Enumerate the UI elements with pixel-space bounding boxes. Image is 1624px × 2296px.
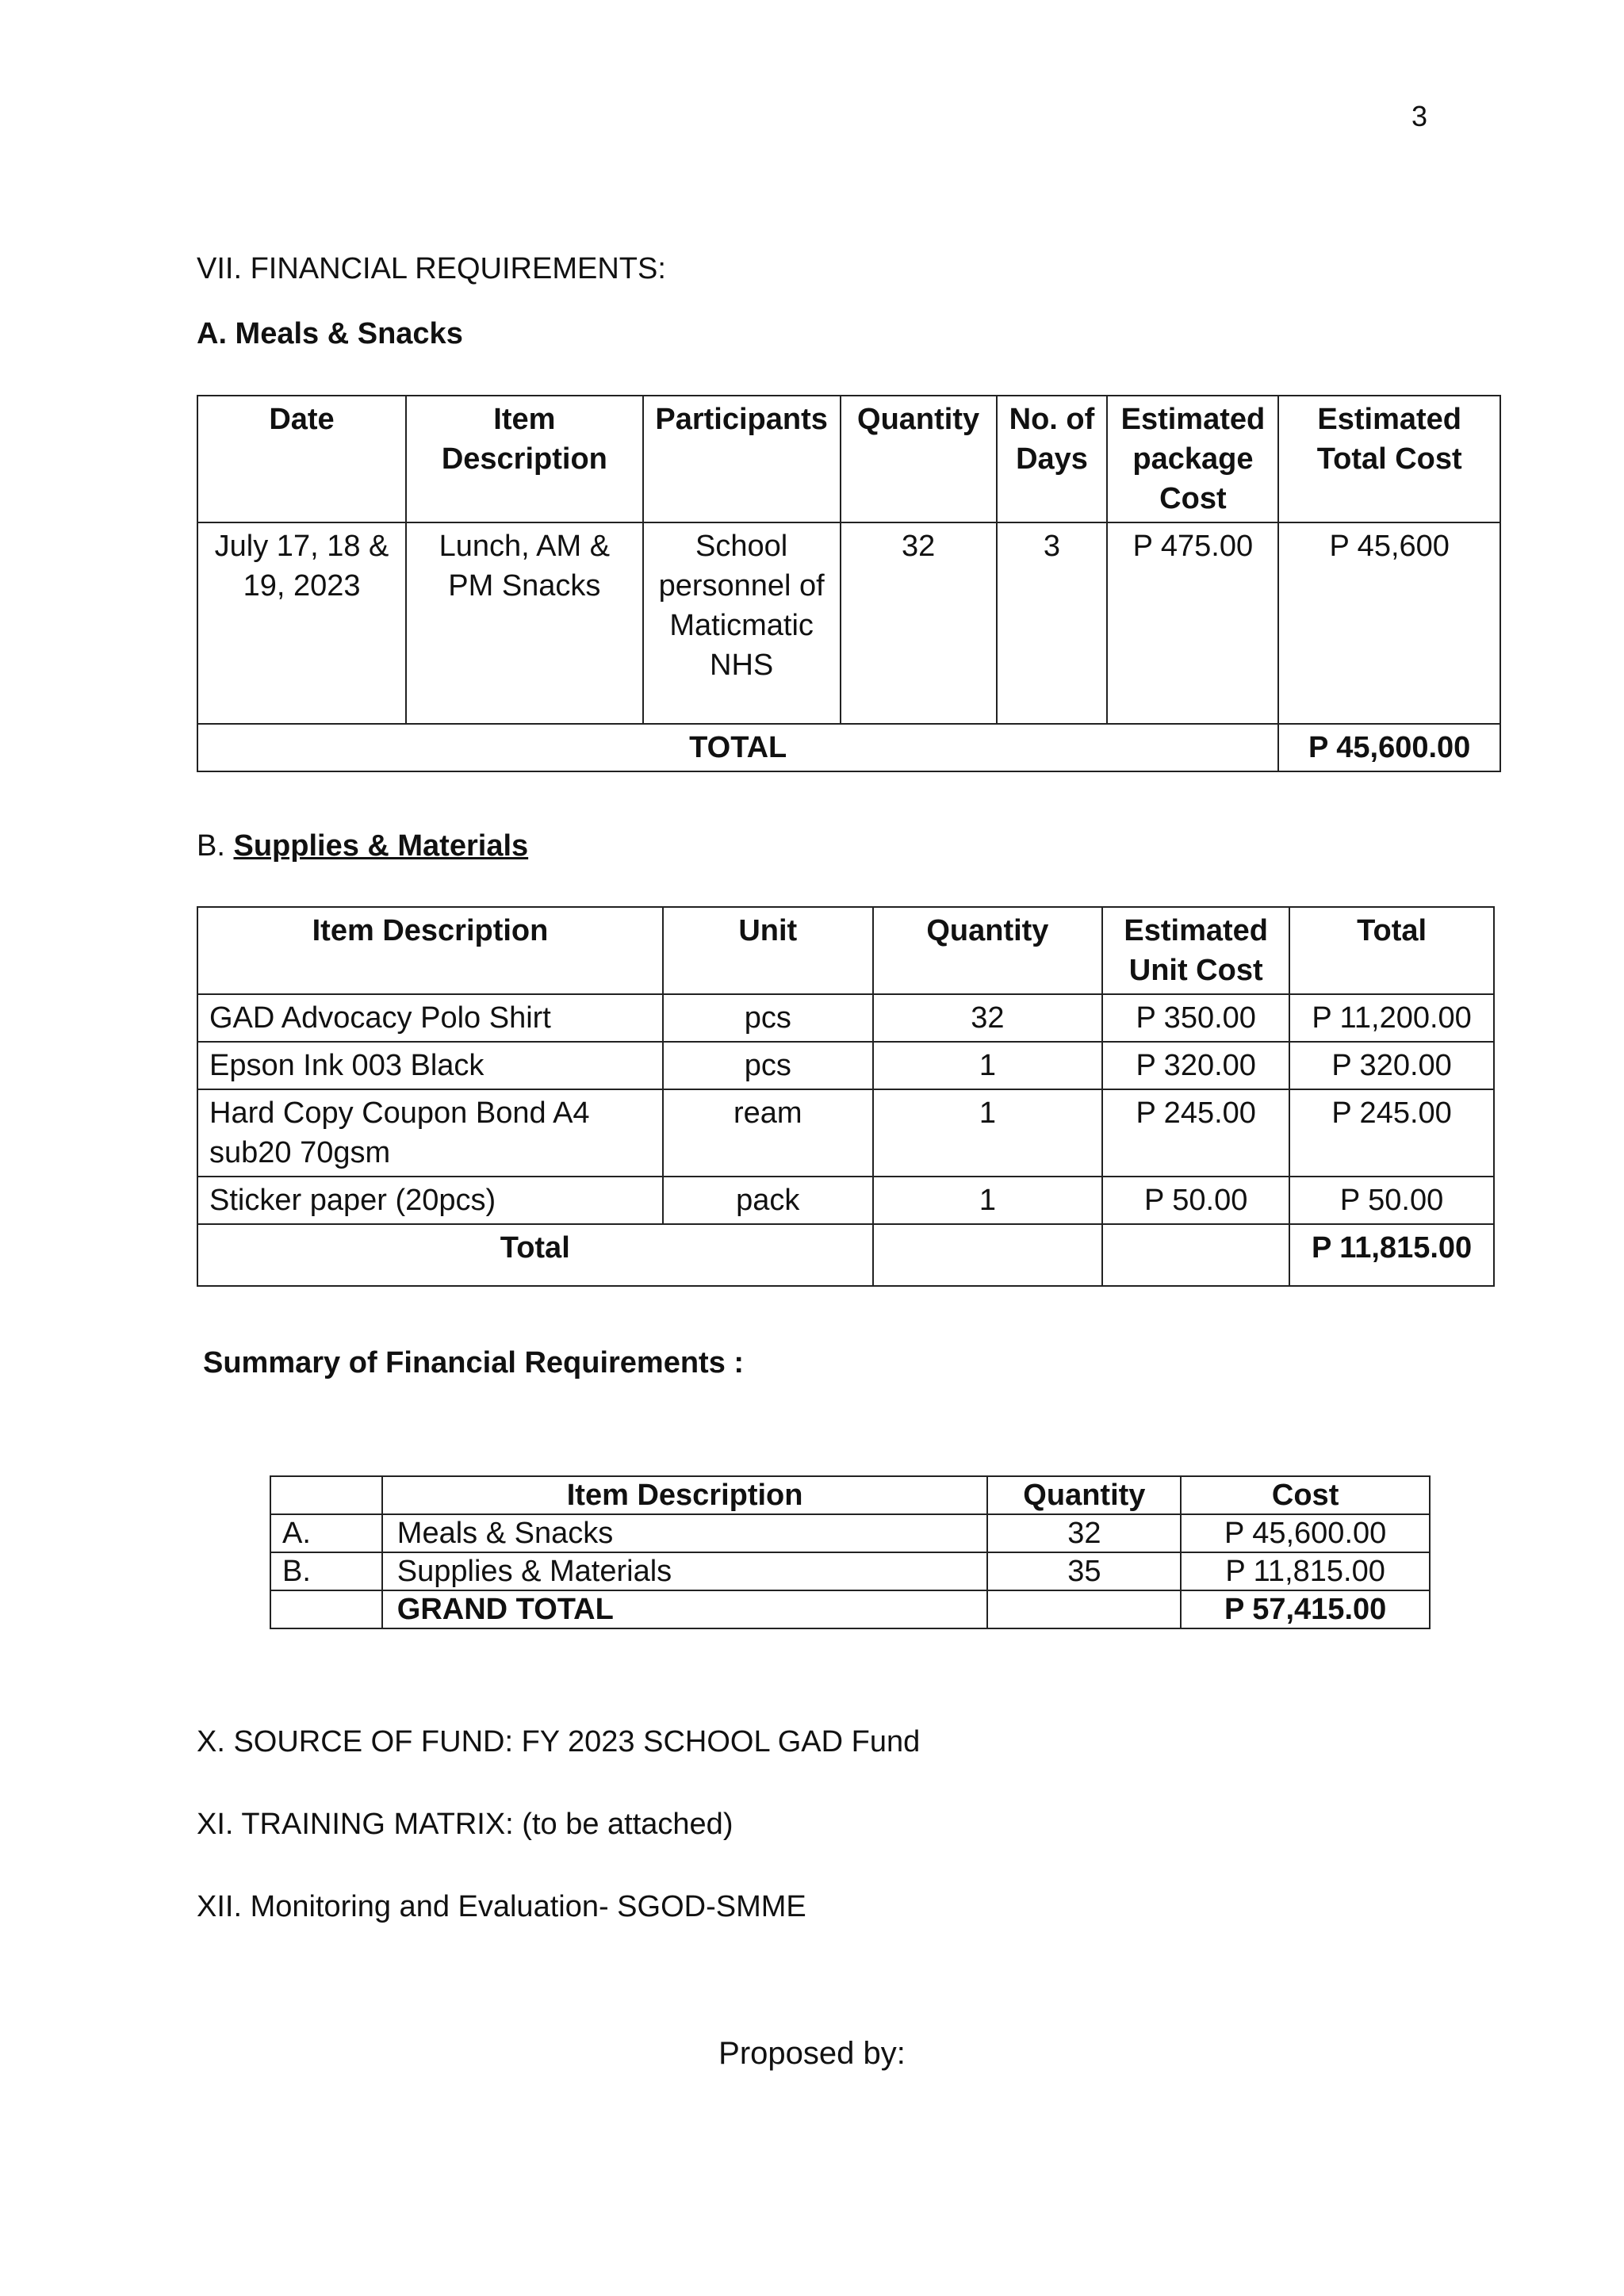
date-cell: July 17, 18 & 19, 2023 bbox=[197, 522, 406, 724]
supplies-table bbox=[197, 906, 1495, 1287]
proposed-by: Proposed by: bbox=[718, 2036, 906, 2071]
item-cell: Sticker paper (20pcs) bbox=[197, 1177, 663, 1224]
table-row bbox=[197, 1089, 1494, 1177]
column-header: Participants bbox=[643, 396, 841, 522]
unit-cell: pcs bbox=[663, 994, 873, 1042]
supplies-heading-title: Supplies & Materials bbox=[233, 829, 529, 863]
table-row bbox=[197, 994, 1494, 1042]
quantity-cell: 32 bbox=[987, 1514, 1181, 1552]
empty-cell bbox=[1102, 1224, 1289, 1286]
package-cost-cell: P 475.00 bbox=[1107, 522, 1278, 724]
meals-header-row bbox=[197, 396, 1500, 522]
total-value: P 45,600.00 bbox=[1278, 724, 1500, 771]
column-header: Quantity bbox=[873, 907, 1103, 994]
summary-table bbox=[270, 1475, 1431, 1629]
monitoring-evaluation: XII. Monitoring and Evaluation- SGOD-SMME bbox=[197, 1890, 806, 1923]
meals-heading: A. Meals & Snacks bbox=[197, 317, 463, 350]
column-header: Estimated package Cost bbox=[1107, 396, 1278, 522]
quantity-cell: 1 bbox=[873, 1177, 1103, 1224]
column-header: Date bbox=[197, 396, 406, 522]
letter-cell: A. bbox=[270, 1514, 382, 1552]
quantity-cell: 32 bbox=[841, 522, 997, 724]
total-cell: P 245.00 bbox=[1289, 1089, 1494, 1177]
total-label: TOTAL bbox=[197, 724, 1278, 771]
item-cell: GAD Advocacy Polo Shirt bbox=[197, 994, 663, 1042]
table-row bbox=[197, 1042, 1494, 1089]
letter-cell: B. bbox=[270, 1552, 382, 1590]
total-label: Total bbox=[197, 1224, 873, 1286]
item-cell: Hard Copy Coupon Bond A4 sub20 70gsm bbox=[197, 1089, 663, 1177]
item-cell: Supplies & Materials bbox=[382, 1552, 988, 1590]
column-header: Item Description bbox=[197, 907, 663, 994]
quantity-cell: 1 bbox=[873, 1042, 1103, 1089]
quantity-cell: 1 bbox=[873, 1089, 1103, 1177]
supplies-heading-prefix: B. bbox=[197, 829, 225, 863]
summary-heading: Summary of Financial Requirements : bbox=[203, 1346, 745, 1380]
column-header: Unit bbox=[663, 907, 873, 994]
supplies-heading bbox=[197, 829, 528, 863]
supplies-header-row bbox=[197, 907, 1494, 994]
cost-cell: P 45,600.00 bbox=[1181, 1514, 1430, 1552]
column-header: Estimated Unit Cost bbox=[1102, 907, 1289, 994]
grand-total-row bbox=[270, 1590, 1430, 1628]
column-header: Total bbox=[1289, 907, 1494, 994]
section-heading-financial-requirements: VII. FINANCIAL REQUIREMENTS: bbox=[197, 252, 666, 285]
table-row bbox=[270, 1514, 1430, 1552]
empty-cell bbox=[987, 1590, 1181, 1628]
total-value: P 11,815.00 bbox=[1289, 1224, 1494, 1286]
cost-cell: P 11,815.00 bbox=[1181, 1552, 1430, 1590]
participants-cell: School personnel of Maticmatic NHS bbox=[643, 522, 841, 724]
grand-total-label: GRAND TOTAL bbox=[382, 1590, 988, 1628]
table-row bbox=[270, 1552, 1430, 1590]
empty-cell bbox=[270, 1590, 382, 1628]
table-row bbox=[197, 522, 1500, 724]
column-header: Item Description bbox=[406, 396, 643, 522]
table-row bbox=[197, 1177, 1494, 1224]
column-header: Quantity bbox=[841, 396, 997, 522]
unit-cell: pcs bbox=[663, 1042, 873, 1089]
unit-cost-cell: P 320.00 bbox=[1102, 1042, 1289, 1089]
unit-cell: pack bbox=[663, 1177, 873, 1224]
unit-cell: ream bbox=[663, 1089, 873, 1177]
unit-cost-cell: P 50.00 bbox=[1102, 1177, 1289, 1224]
quantity-cell: 35 bbox=[987, 1552, 1181, 1590]
total-row bbox=[197, 724, 1500, 771]
page-number: 3 bbox=[1411, 100, 1428, 132]
total-cell: P 50.00 bbox=[1289, 1177, 1494, 1224]
total-row bbox=[197, 1224, 1494, 1286]
total-cost-cell: P 45,600 bbox=[1278, 522, 1500, 724]
column-header: Item Description bbox=[382, 1476, 988, 1514]
column-header: No. of Days bbox=[997, 396, 1108, 522]
unit-cost-cell: P 245.00 bbox=[1102, 1089, 1289, 1177]
summary-header-row bbox=[270, 1476, 1430, 1514]
quantity-cell: 32 bbox=[873, 994, 1103, 1042]
total-cell: P 11,200.00 bbox=[1289, 994, 1494, 1042]
days-cell: 3 bbox=[997, 522, 1108, 724]
empty-cell bbox=[873, 1224, 1103, 1286]
column-header: Estimated Total Cost bbox=[1278, 396, 1500, 522]
total-cell: P 320.00 bbox=[1289, 1042, 1494, 1089]
item-cell: Lunch, AM & PM Snacks bbox=[406, 522, 643, 724]
column-header bbox=[270, 1476, 382, 1514]
source-of-fund: X. SOURCE OF FUND: FY 2023 SCHOOL GAD Fund bbox=[197, 1725, 921, 1758]
column-header: Quantity bbox=[987, 1476, 1181, 1514]
item-cell: Meals & Snacks bbox=[382, 1514, 988, 1552]
grand-total-value: P 57,415.00 bbox=[1181, 1590, 1430, 1628]
training-matrix: XI. TRAINING MATRIX: (to be attached) bbox=[197, 1808, 733, 1841]
item-cell: Epson Ink 003 Black bbox=[197, 1042, 663, 1089]
unit-cost-cell: P 350.00 bbox=[1102, 994, 1289, 1042]
column-header: Cost bbox=[1181, 1476, 1430, 1514]
meals-table bbox=[197, 395, 1501, 772]
